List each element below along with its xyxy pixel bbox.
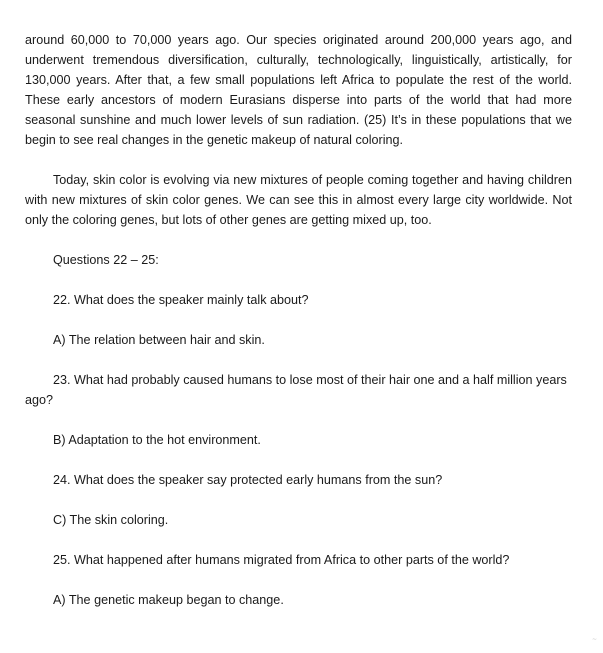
paragraph-1: around 60,000 to 70,000 years ago. Our species originated around 200,000 years ago, and underwent tremendous diversification, culturally, technologically, linguistically, artistically, for 130,000 years. After that, a few small populations left Africa to populate the rest of the world. These early ancestors of modern Eurasians disperse into parts of the world that had more seasonal sunshine and much lower levels of sun radiation. (25) It’s in these populations that we begin to see real changes in the genetic makeup of natural coloring. <box>25 33 572 147</box>
answer-24: C) The skin coloring. <box>53 513 169 527</box>
document-page <box>25 30 572 610</box>
answer-25: A) The genetic makeup began to change. <box>53 593 284 607</box>
answer-22: A) The relation between hair and skin. <box>53 333 265 347</box>
question-22: 22. What does the speaker mainly talk about? <box>53 293 309 307</box>
paragraph-2: Today, skin color is evolving via new mixtures of people coming together and having children with new mixtures of skin color genes. We can see this in almost every large city worldwide. Not only the coloring genes, but lots of other genes are getting mixed up, too. <box>25 173 572 227</box>
answer-23: B) Adaptation to the hot environment. <box>53 433 261 447</box>
questions-heading: Questions 22 – 25: <box>53 253 159 267</box>
question-25: 25. What happened after humans migrated from Africa to other parts of the world? <box>53 553 510 567</box>
question-23: 23. What had probably caused humans to lose most of their hair one and a half million years ago? <box>25 373 567 407</box>
question-24: 24. What does the speaker say protected early humans from the sun? <box>53 473 443 487</box>
corner-mark: ~ <box>591 636 597 643</box>
